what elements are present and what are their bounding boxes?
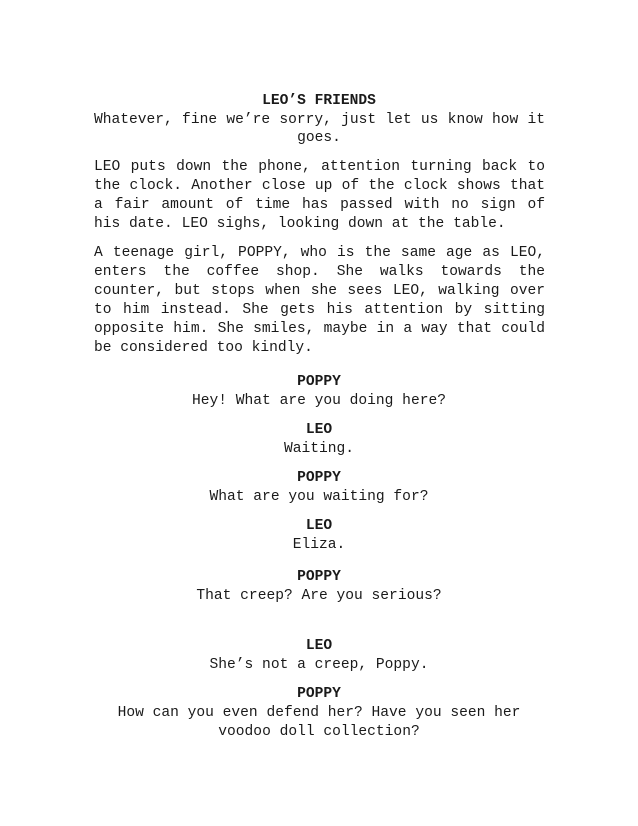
dialogue-line: voodoo doll collection? <box>218 724 420 740</box>
dialogue-line: Hey! What are you doing here? <box>192 393 446 409</box>
dialogue-line: She’s not a creep, Poppy. <box>209 657 429 673</box>
action-line: his date. LEO sighs, looking down at the table. <box>94 216 506 232</box>
action-line: counter, but stops when she sees LEO, walking over <box>94 283 545 299</box>
action-line: A teenage girl, POPPY, who is the same age as LEO, <box>94 245 545 261</box>
dialogue-line: Whatever, fine we’re sorry, just let us know how it <box>94 112 545 128</box>
character-cue-poppy: POPPY <box>297 374 341 390</box>
action-line: enters the coffee shop. She walks towards the <box>94 264 545 280</box>
action-line: the clock. Another close up of the clock shows that <box>94 178 545 194</box>
dialogue-line: Waiting. <box>283 441 355 457</box>
action-line: LEO puts down the phone, attention turning back to <box>94 159 545 175</box>
dialogue-line: Eliza. <box>292 537 346 553</box>
action-line: a fair amount of time has passed with no sign of <box>94 197 545 213</box>
dialogue-line: How can you even defend her? Have you seen her <box>117 705 521 721</box>
action-line: be considered too kindly. <box>94 340 313 356</box>
dialogue-line: What are you waiting for? <box>209 489 429 505</box>
character-cue-poppy: POPPY <box>297 686 341 702</box>
dialogue-line: That creep? Are you serious? <box>196 588 442 604</box>
dialogue-line: goes. <box>297 130 341 146</box>
character-cue-poppy: POPPY <box>297 569 341 585</box>
action-line: to him instead. She gets his attention by sitting <box>94 302 545 318</box>
character-cue-leo: LEO <box>305 422 333 438</box>
character-cue-poppy: POPPY <box>297 470 341 486</box>
character-cue-leos-friends: LEO’S FRIENDS <box>262 93 376 109</box>
character-cue-leo: LEO <box>305 638 333 654</box>
character-cue-leo: LEO <box>305 518 333 534</box>
action-line: opposite him. She smiles, maybe in a way that could <box>94 321 545 337</box>
